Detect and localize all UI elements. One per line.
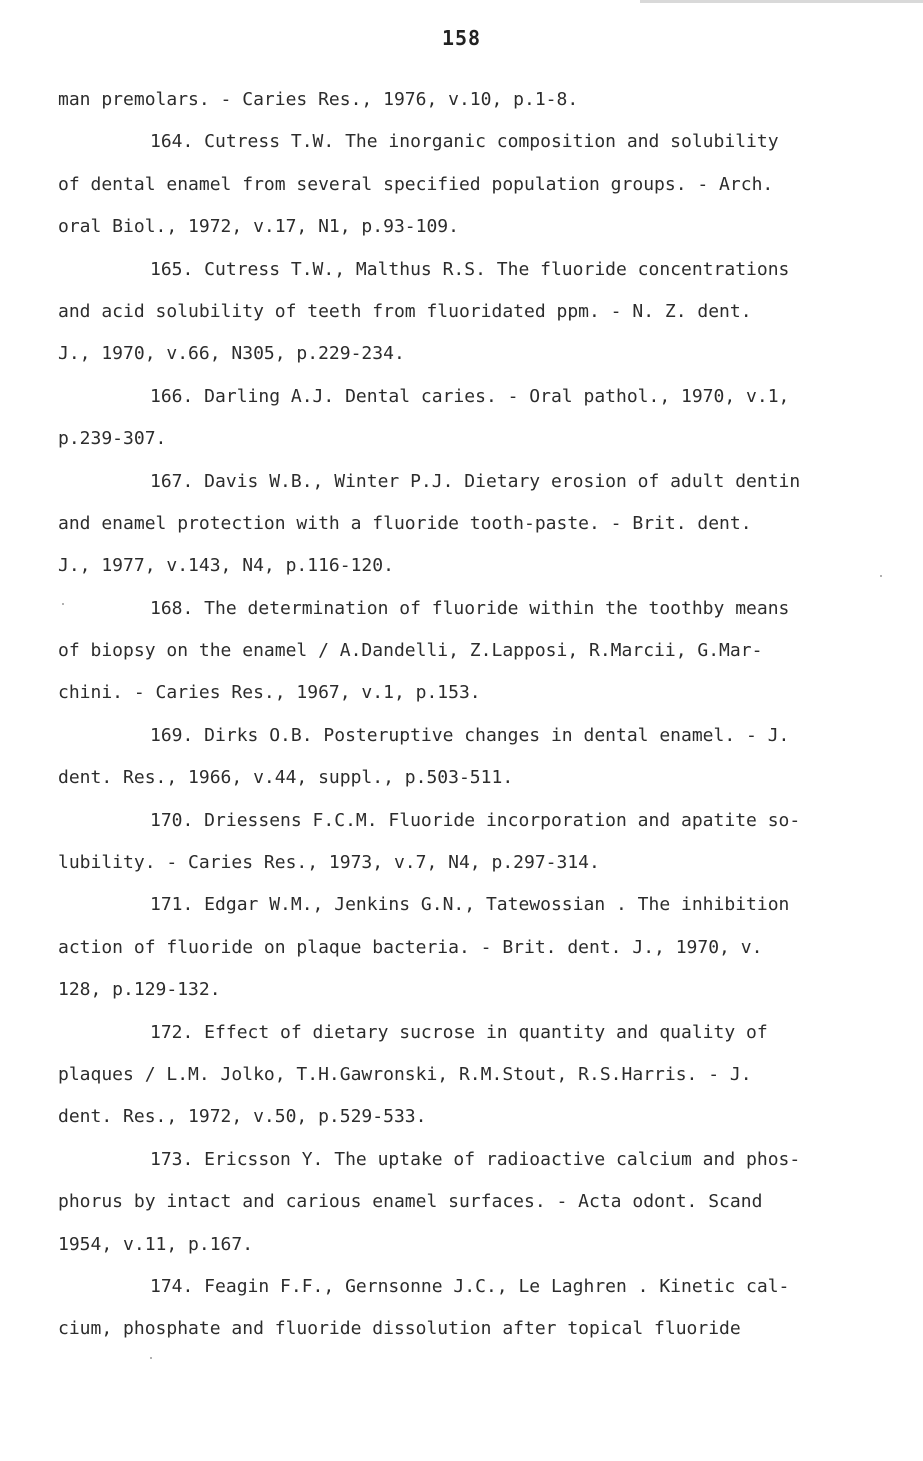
text-line: 173. Ericsson Y. The uptake of radioactive calcium and phos-	[150, 1148, 801, 1170]
text-line: J., 1970, v.66, N305, p.229-234.	[58, 343, 405, 365]
text-line: 170. Driessens F.C.M. Fluoride incorporation and apatite so-	[150, 809, 801, 831]
text-line: dent. Res., 1966, v.44, suppl., p.503-511.	[58, 767, 514, 789]
text-line: J., 1977, v.143, N4, p.116-120.	[58, 555, 394, 577]
scan-edge	[640, 0, 923, 3]
text-line: 164. Cutress T.W. The inorganic composition and solubility	[150, 131, 779, 153]
text-line: 168. The determination of fluoride within the toothby means	[150, 597, 790, 619]
text-line: 172. Effect of dietary sucrose in quantity and quality of	[150, 1021, 768, 1043]
text-line: of biopsy on the enamel / A.Dandelli, Z.Lapposi, R.Marcii, G.Mar-	[58, 640, 763, 662]
scan-speck	[880, 575, 882, 577]
text-line: plaques / L.M. Jolko, T.H.Gawronski, R.M.Stout, R.S.Harris. - J.	[58, 1063, 752, 1085]
scan-speck	[150, 1357, 152, 1359]
text-line: 166. Darling A.J. Dental caries. - Oral pathol., 1970, v.1,	[150, 385, 790, 407]
text-line: oral Biol., 1972, v.17, N1, p.93-109.	[58, 216, 459, 238]
text-line: and enamel protection with a fluoride tooth-paste. - Brit. dent.	[58, 512, 752, 534]
text-line: dent. Res., 1972, v.50, p.529-533.	[58, 1106, 427, 1128]
text-line: 174. Feagin F.F., Gernsonne J.C., Le Laghren . Kinetic cal-	[150, 1275, 790, 1297]
text-line: lubility. - Caries Res., 1973, v.7, N4, p.297-314.	[58, 852, 600, 874]
bibliography-text	[58, 84, 908, 1356]
text-line: 169. Dirks O.B. Posteruptive changes in dental enamel. - J.	[150, 724, 790, 746]
text-line: man premolars. - Caries Res., 1976, v.10, p.1-8.	[58, 89, 579, 110]
text-line: 171. Edgar W.M., Jenkins G.N., Tatewossian . The inhibition	[150, 894, 790, 916]
text-line: and acid solubility of teeth from fluoridated ppm. - N. Z. dent.	[58, 300, 752, 322]
text-line: chini. - Caries Res., 1967, v.1, p.153.	[58, 682, 481, 704]
text-line: 128, p.129-132.	[58, 979, 221, 1001]
text-line: phorus by intact and carious enamel surfaces. - Acta odont. Scand	[58, 1191, 763, 1213]
text-line: action of fluoride on plaque bacteria. - Brit. dent. J., 1970, v.	[58, 936, 763, 958]
text-line: 165. Cutress T.W., Malthus R.S. The fluoride concentrations	[150, 258, 790, 280]
text-line: cium, phosphate and fluoride dissolution after topical fluoride	[58, 1318, 741, 1340]
text-line: 167. Davis W.B., Winter P.J. Dietary erosion of adult dentin	[150, 470, 801, 492]
page-number: 158	[441, 26, 482, 50]
scan-speck	[62, 603, 64, 605]
text-line: p.239-307.	[58, 428, 167, 450]
text-line: of dental enamel from several specified population groups. - Arch.	[58, 173, 774, 195]
text-line: 1954, v.11, p.167.	[58, 1233, 254, 1255]
